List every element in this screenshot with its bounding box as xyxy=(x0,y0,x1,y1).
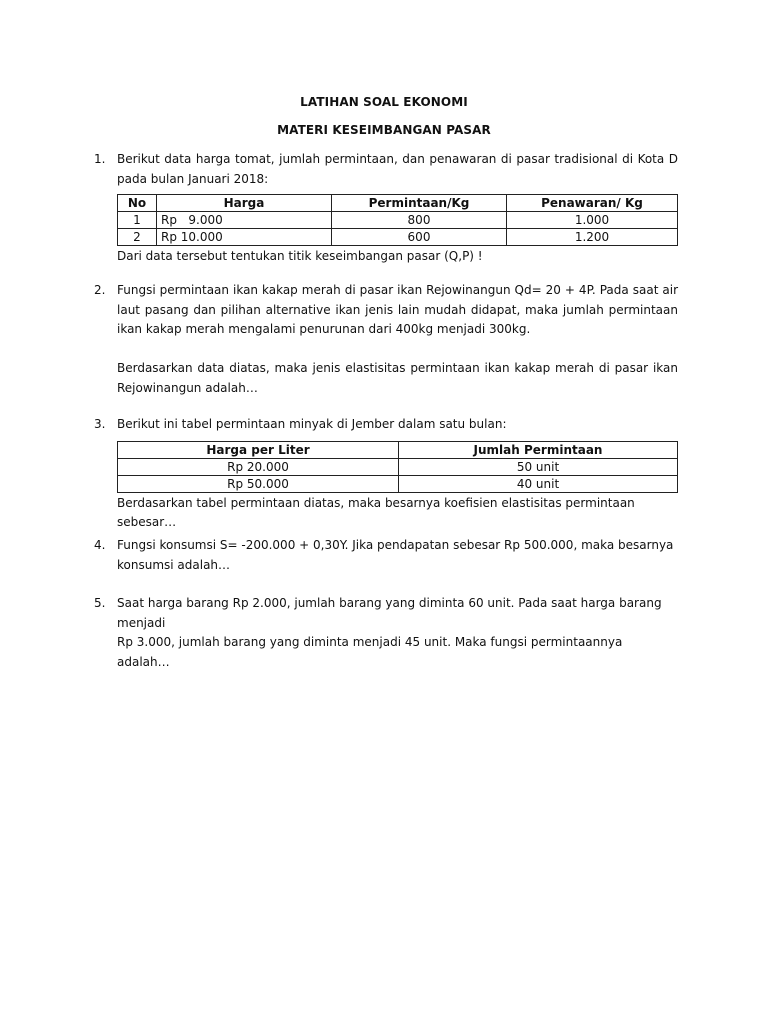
table-row xyxy=(118,212,678,229)
table-header: Permintaan/Kg xyxy=(332,195,507,212)
price-supply-demand-table xyxy=(117,194,678,246)
table-header: Harga xyxy=(157,195,332,212)
table-cell: Rp 10.000 xyxy=(157,229,332,246)
table-cell: 800 xyxy=(332,212,507,229)
question-4 xyxy=(94,536,678,575)
table-cell: 1.200 xyxy=(507,229,678,246)
table-header: No xyxy=(118,195,157,212)
question-text: Fungsi permintaan ikan kakap merah di pasar ikan Rejowinangun Qd= 20 + 4P. Pada saat air laut pasang dan pilihan alternative ikan jenis lain mudah didapat, maka jumlah permintaan ikan kakap merah mengalami penurunan dari 400kg menjadi 300kg. xyxy=(117,283,678,336)
question-text-line: Rp 3.000, jumlah barang yang diminta menjadi 45 unit. Maka fungsi permintaannya adalah… xyxy=(117,635,623,669)
table-cell: Rp 9.000 xyxy=(157,212,332,229)
table-cell: 600 xyxy=(332,229,507,246)
table-header: Jumlah Permintaan xyxy=(399,441,678,458)
table-cell: 50 unit xyxy=(399,458,678,475)
question-text-line: Saat harga barang Rp 2.000, jumlah barang yang diminta 60 unit. Pada saat harga barang menjadi xyxy=(117,596,662,630)
document-title: LATIHAN SOAL EKONOMI xyxy=(300,95,468,109)
question-prompt: Berdasarkan tabel permintaan diatas, maka besarnya koefisien elastisitas permintaan sebesar… xyxy=(117,495,635,529)
question-instruction: Dari data tersebut tentukan titik keseimbangan pasar (Q,P) ! xyxy=(117,249,483,263)
question-number: 4. xyxy=(94,538,106,552)
table-row xyxy=(118,229,678,246)
table-row xyxy=(118,475,678,492)
question-number: 5. xyxy=(94,596,106,610)
question-number: 2. xyxy=(94,283,106,297)
question-2 xyxy=(94,281,678,398)
table-header-row xyxy=(118,195,678,212)
question-5 xyxy=(94,594,678,672)
question-1 xyxy=(94,150,678,267)
table-cell: 1 xyxy=(118,212,157,229)
table-cell: 2 xyxy=(118,229,157,246)
question-text: Berikut data harga tomat, jumlah permintaan, dan penawaran di pasar tradisional di Kota D pada bulan Januari 2018: xyxy=(117,152,678,186)
question-number: 1. xyxy=(94,152,106,166)
table-row xyxy=(118,458,678,475)
question-number: 3. xyxy=(94,417,106,431)
question-prompt: Berdasarkan data diatas, maka jenis elastisitas permintaan ikan kakap merah di pasar ikan Rejowinangun adalah… xyxy=(117,361,678,395)
table-header: Penawaran/ Kg xyxy=(507,195,678,212)
oil-demand-table xyxy=(117,441,678,493)
table-cell: Rp 50.000 xyxy=(118,475,399,492)
table-cell: 1.000 xyxy=(507,212,678,229)
question-3 xyxy=(94,415,678,533)
table-header: Harga per Liter xyxy=(118,441,399,458)
table-cell: 40 unit xyxy=(399,475,678,492)
table-cell: Rp 20.000 xyxy=(118,458,399,475)
question-text: Berikut ini tabel permintaan minyak di Jember dalam satu bulan: xyxy=(117,417,507,431)
document-subtitle: MATERI KESEIMBANGAN PASAR xyxy=(277,123,491,137)
table-header-row xyxy=(118,441,678,458)
question-text: Fungsi konsumsi S= -200.000 + 0,30Y. Jika pendapatan sebesar Rp 500.000, maka besarnya konsumsi adalah… xyxy=(117,538,674,572)
